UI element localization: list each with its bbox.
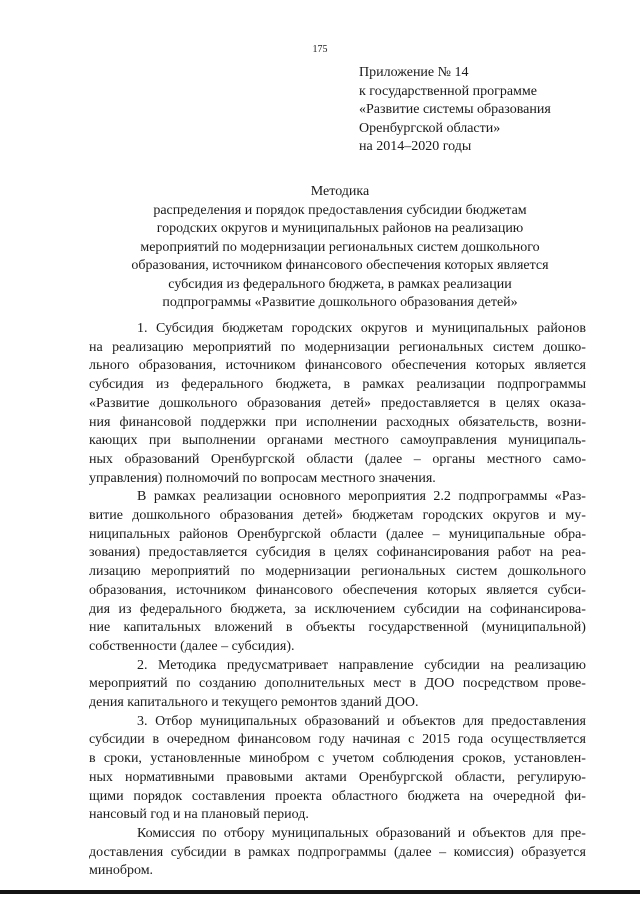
title-line: мероприятий по модернизации региональных систем дошкольного bbox=[140, 239, 540, 255]
body-line: нансовый год и на плановый период. bbox=[89, 807, 309, 823]
body-line: управления) полномочий по вопросам местного значения. bbox=[89, 470, 436, 486]
body-line: витие дошкольного образования детей» бюджетам городских округов и му- bbox=[89, 508, 586, 524]
title-line: субсидия из федерального бюджета, в рамках реализации bbox=[168, 276, 512, 292]
body-line: ных нормативными правовыми актами Оренбургской области, регулирую- bbox=[89, 769, 586, 785]
page-number: 175 bbox=[312, 44, 328, 55]
body-line: ния финансовой поддержки при исполнении расходных обязательств, возни- bbox=[89, 414, 586, 430]
body-line: ние капитальных вложений в объекты государственной (муниципальной) bbox=[89, 620, 586, 636]
body-line: мероприятий по созданию дополнительных мест в ДОО посредством прове- bbox=[89, 676, 586, 692]
body-line: зования) предоставляется субсидия в целях софинансирования работ на реа- bbox=[89, 545, 586, 561]
body-line: ниципальных районов Оренбургской области (далее – муниципальные обра- bbox=[89, 526, 586, 542]
body-line: минобром. bbox=[89, 863, 154, 879]
body-line: собственности (далее – субсидия). bbox=[89, 638, 295, 654]
body-line: субсидия из федерального бюджета, в рамках реализации подпрограммы bbox=[89, 377, 586, 393]
appendix-line: к государственной программе bbox=[359, 83, 537, 99]
title-line: распределения и порядок предоставления субсидии бюджетам bbox=[153, 202, 527, 218]
body-line: 2. Методика предусматривает направление субсидии на реализацию bbox=[137, 657, 586, 673]
body-line: субсидии в очередном финансовом году начиная с 2015 года осуществляется bbox=[89, 732, 586, 748]
body-line: «Развитие дошкольного образования детей» предоставляется в целях оказа- bbox=[89, 395, 586, 411]
body-line: дия из федерального бюджета, за исключением субсидии на софинансирова- bbox=[89, 601, 586, 617]
document-title bbox=[90, 183, 590, 313]
body-line: лизацию мероприятий по модернизации региональных систем дошкольного bbox=[89, 564, 586, 580]
document-body bbox=[89, 320, 586, 881]
body-line: льного образования, источником финансового обеспечения которых является bbox=[89, 358, 586, 374]
appendix-header bbox=[359, 64, 619, 157]
appendix-line: на 2014–2020 годы bbox=[359, 139, 472, 155]
body-line: щими порядок составления проекта областного бюджета на очередной фи- bbox=[89, 788, 586, 804]
body-line: в сроки, установленные минобром с учетом соблюдения сроков, установлен- bbox=[89, 751, 586, 767]
body-line: В рамках реализации основного мероприятия 2.2 подпрограммы «Раз- bbox=[137, 489, 586, 505]
body-line: доставления субсидии в рамках подпрограммы (далее – комиссия) образуется bbox=[89, 844, 586, 860]
title-line: городских округов и муниципальных районов на реализацию bbox=[156, 221, 524, 236]
body-line: образования, источником финансового обеспечения которых является субси- bbox=[89, 582, 586, 598]
body-line: на реализацию мероприятий по модернизации региональных систем дошко- bbox=[89, 339, 586, 355]
title-line: подпрограммы «Развитие дошкольного образования детей» bbox=[162, 295, 518, 310]
appendix-line: «Развитие системы образования bbox=[359, 102, 551, 118]
body-line: дения капитального и текущего ремонтов зданий ДОО. bbox=[89, 695, 419, 711]
body-line: кающих при выполнении органами местного самоуправления муниципаль- bbox=[89, 433, 586, 449]
appendix-line: Приложение № 14 bbox=[359, 65, 469, 80]
scan-bottom-edge bbox=[0, 890, 640, 894]
body-line: 1. Субсидия бюджетам городских округов и муниципальных районов bbox=[137, 321, 586, 336]
title-line: образования, источником финансового обеспечения которых является bbox=[131, 258, 549, 273]
body-line: ных образований Оренбургской области (далее – органы местного само- bbox=[89, 451, 586, 467]
appendix-line: Оренбургской области» bbox=[359, 120, 501, 136]
body-line: 3. Отбор муниципальных образований и объектов для предоставления bbox=[137, 713, 586, 729]
body-line: Комиссия по отбору муниципальных образований и объектов для пре- bbox=[137, 825, 586, 841]
title-heading: Методика bbox=[310, 184, 370, 199]
